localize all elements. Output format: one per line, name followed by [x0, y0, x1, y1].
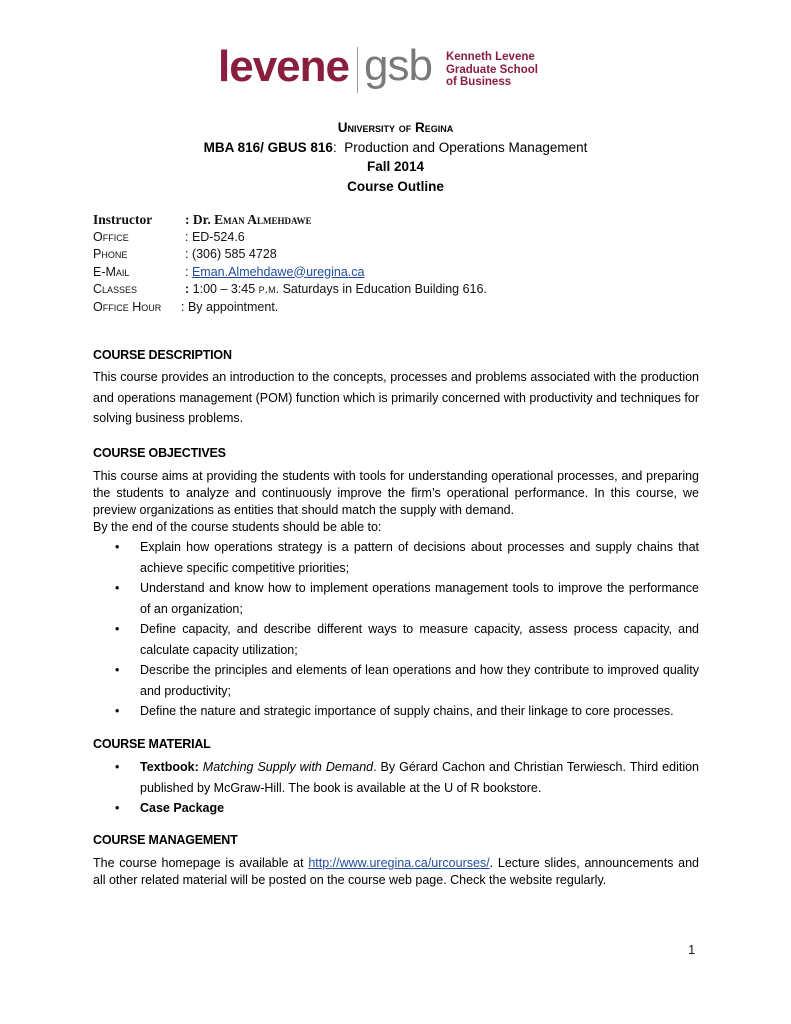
- course-objectives-heading: COURSE OBJECTIVES: [93, 446, 226, 460]
- course-objectives-section: [93, 446, 699, 722]
- office-value: : ED-524.6: [185, 229, 245, 244]
- bullet-icon: •: [115, 540, 120, 554]
- objective-item: [93, 537, 699, 578]
- objectives-list: [93, 537, 699, 722]
- logo-school-line: Graduate School: [445, 63, 538, 76]
- course-management-section: [93, 833, 699, 889]
- office-label: Office: [93, 229, 129, 244]
- material-item-case-package: [93, 798, 699, 819]
- course-objectives-intro: This course aims at providing the students with tools for understanding operational processes, and preparing the students to analyze and continuously improve the firm’s operational performance. In this course, we preview organizations as entities that should match the supply with demand.: [93, 469, 699, 517]
- course-homepage-link[interactable]: http://www.uregina.ca/urcourses/: [308, 856, 490, 870]
- course-management-text: [93, 855, 699, 889]
- bullet-icon: •: [115, 704, 120, 718]
- classes-pm: p.m.: [258, 282, 280, 296]
- objective-item: [93, 578, 699, 619]
- title-block: [0, 118, 791, 196]
- management-text-after: . Lecture slides, announcements and all other related material will be posted on the course web page. Check the website regularly.: [93, 856, 700, 887]
- objective-text: Explain how operations strategy is a pattern of decisions about processes and supply chains that achieve specific competitive priorities;: [140, 540, 699, 575]
- email-value: [185, 264, 364, 282]
- info-row-classes: [93, 281, 487, 299]
- bullet-icon: •: [115, 663, 120, 677]
- course-description-heading: COURSE DESCRIPTION: [93, 348, 232, 362]
- term: Fall 2014: [366, 159, 425, 174]
- instructor-info: [93, 211, 487, 316]
- textbook-details: . By Gérard Cachon and Christian Terwiesch. Third edition published by McGraw-Hill. The book is available at the U of R bookstore.: [140, 760, 699, 795]
- info-row-instructor: [93, 211, 487, 229]
- office-hour-label: Office Hour: [93, 299, 162, 314]
- objective-text: Define the nature and strategic importance of supply chains, and their linkage to core processes.: [140, 704, 674, 718]
- course-title: Production and Operations Management: [336, 139, 588, 155]
- material-item-textbook: [93, 757, 699, 798]
- phone-label: Phone: [93, 247, 128, 261]
- bullet-icon: •: [115, 801, 120, 815]
- course-management-heading: COURSE MANAGEMENT: [93, 833, 238, 847]
- bullet-icon: •: [115, 622, 120, 636]
- bullet-icon: •: [115, 760, 120, 774]
- instructor-value: [185, 211, 312, 229]
- instructor-label: Instructor: [93, 212, 153, 227]
- logo-school-line: Kenneth Levene: [445, 51, 535, 64]
- course-title-separator: :: [332, 139, 337, 155]
- objective-item: [93, 660, 699, 701]
- email-prefix: :: [185, 264, 192, 279]
- classes-rest: Saturdays in Education Building 616.: [279, 282, 487, 296]
- course-material-section: [93, 737, 699, 819]
- course-objectives-lead: By the end of the course students should be able to:: [93, 520, 382, 534]
- logo-wordmark: levene: [218, 42, 349, 91]
- info-row-office-hour: [93, 299, 487, 317]
- textbook-title: Matching Supply with Demand: [202, 760, 374, 774]
- page-number: 1: [688, 942, 696, 957]
- university-name: University of Regina: [337, 120, 454, 135]
- logo-school-line: of Business: [445, 76, 512, 89]
- objective-item: [93, 701, 699, 722]
- logo-divider: [357, 47, 358, 93]
- course-heading: [0, 138, 791, 158]
- objective-text: Understand and know how to implement operations management tools to improve the performance of an organization;: [140, 581, 699, 616]
- course-description-section: [93, 348, 699, 429]
- instructor-name: Eman Almehdawe: [214, 212, 312, 227]
- info-row-office: [93, 229, 487, 247]
- course-code: MBA 816/ GBUS 816: [203, 139, 333, 155]
- course-description-text: This course provides an introduction to the concepts, processes and problems associated with the production and operations management (POM) function which is primarily concerned with productivity and techniques for solving business problems.: [93, 370, 699, 425]
- info-row-phone: [93, 246, 487, 264]
- objective-text: Describe the principles and elements of lean operations and how they contribute to improved quality and productivity;: [140, 663, 699, 698]
- classes-value: [185, 281, 487, 299]
- school-logo: [218, 41, 538, 96]
- logo-abbrev: gsb: [363, 41, 432, 90]
- email-label: E-Mail: [93, 264, 130, 279]
- course-material-heading: COURSE MATERIAL: [93, 737, 211, 751]
- classes-label: Classes: [93, 282, 138, 296]
- management-text-before: The course homepage is available at: [93, 856, 309, 870]
- document-title: Course Outline: [347, 178, 444, 194]
- classes-time: 1:00 – 3:45: [192, 282, 259, 296]
- email-link[interactable]: Eman.Almehdawe@uregina.ca: [191, 264, 365, 279]
- instructor-prefix: : Dr.: [185, 212, 215, 227]
- case-package-label: Case Package: [140, 801, 225, 815]
- bullet-icon: •: [115, 581, 120, 595]
- objective-item: [93, 619, 699, 660]
- office-hour-value: : By appointment.: [181, 299, 279, 314]
- logo-school-name: [446, 51, 538, 89]
- material-list: [93, 757, 699, 819]
- classes-prefix: :: [185, 282, 193, 296]
- textbook-label: Textbook:: [140, 760, 199, 774]
- objective-text: Define capacity, and describe different ways to measure capacity, assess process capacity, and calculate capacity utilization;: [140, 622, 699, 657]
- info-row-email: [93, 264, 487, 282]
- phone-value: : (306) 585 4728: [185, 247, 277, 261]
